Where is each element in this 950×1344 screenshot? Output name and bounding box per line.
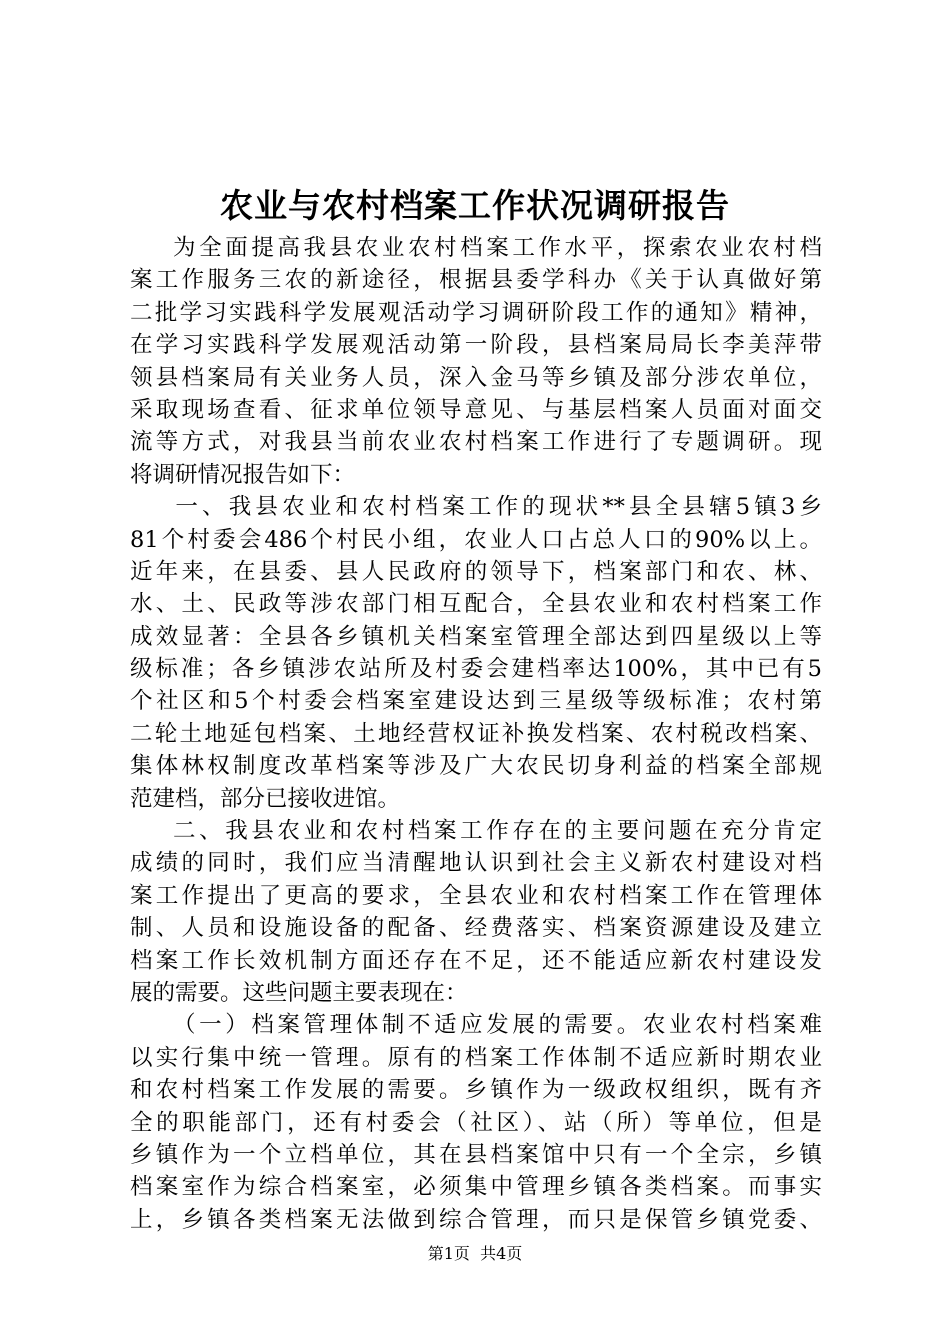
text-line: 领县档案局有关业务人员，深入金马等乡镇及部分涉农单位，	[130, 364, 822, 391]
text-line: 案工作服务三农的新途径，根据县委学科办《关于认真做好第	[130, 267, 822, 294]
text-line: 档案工作长效机制方面还存在不足，还不能适应新农村建设发	[130, 947, 822, 974]
page-number-footer: 第1页 共4页	[427, 1244, 523, 1263]
text-line: 制、人员和设施设备的配备、经费落实、档案资源建设及建立	[130, 915, 822, 942]
text-line: 集体林权制度改革档案等涉及广大农民切身利益的档案全部规	[130, 753, 822, 780]
text-line: 81个村委会486个村民小组，农业人口占总人口的90%以上。	[130, 526, 822, 553]
text-line: 范建档，部分已接收进馆。	[130, 785, 401, 812]
document-title: 农业与农村档案工作状况调研报告	[220, 186, 730, 225]
text-line: （一）档案管理体制不适应发展的需要。农业农村档案难	[130, 1012, 822, 1039]
text-line: 乡镇作为一个立档单位，其在县档案馆中只有一个全宗，乡镇	[130, 1141, 822, 1168]
text-line: 近年来，在县委、县人民政府的领导下，档案部门和农、林、	[130, 558, 822, 585]
text-line: 在学习实践科学发展观活动第一阶段，县档案局局长李美萍带	[130, 332, 822, 359]
text-line: 上，乡镇各类档案无法做到综合管理，而只是保管乡镇党委、	[130, 1206, 822, 1233]
text-line: 和农村档案工作发展的需要。乡镇作为一级政权组织，既有齐	[130, 1077, 822, 1104]
text-line: 采取现场查看、征求单位领导意见、与基层档案人员面对面交	[130, 396, 822, 423]
text-line: 展的需要。这些问题主要表现在：	[130, 979, 468, 1006]
text-line: 案工作提出了更高的要求，全县农业和农村档案工作在管理体	[130, 882, 822, 909]
text-line: 水、土、民政等涉农部门相互配合，全县农业和农村档案工作	[130, 591, 822, 618]
text-line: 二轮土地延包档案、土地经营权证补换发档案、农村税改档案、	[130, 720, 822, 747]
text-line: 二批学习实践科学发展观活动学习调研阶段工作的通知》精神，	[130, 299, 822, 326]
text-line: 一、我县农业和农村档案工作的现状**县全县辖5镇3乡	[130, 494, 822, 521]
document-body	[130, 232, 822, 1236]
text-line: 个社区和5个村委会档案室建设达到三星级等级标准；农村第	[130, 688, 822, 715]
text-line: 将调研情况报告如下：	[130, 461, 356, 488]
text-line: 级标准；各乡镇涉农站所及村委会建档率达100%，其中已有5	[130, 656, 822, 683]
text-line: 成绩的同时，我们应当清醒地认识到社会主义新农村建设对档	[130, 850, 822, 877]
text-line: 为全面提高我县农业农村档案工作水平，探索农业农村档	[130, 235, 822, 261]
text-line: 以实行集中统一管理。原有的档案工作体制不适应新时期农业	[130, 1044, 822, 1071]
text-line: 成效显著：全县各乡镇机关档案室管理全部达到四星级以上等	[130, 623, 822, 650]
text-line: 全的职能部门，还有村委会（社区）、站（所）等单位，但是	[130, 1109, 822, 1136]
text-line: 二、我县农业和农村档案工作存在的主要问题在充分肯定	[130, 818, 822, 845]
text-line: 流等方式，对我县当前农业农村档案工作进行了专题调研。现	[130, 429, 822, 456]
text-line: 档案室作为综合档案室，必须集中管理乡镇各类档案。而事实	[130, 1174, 822, 1201]
